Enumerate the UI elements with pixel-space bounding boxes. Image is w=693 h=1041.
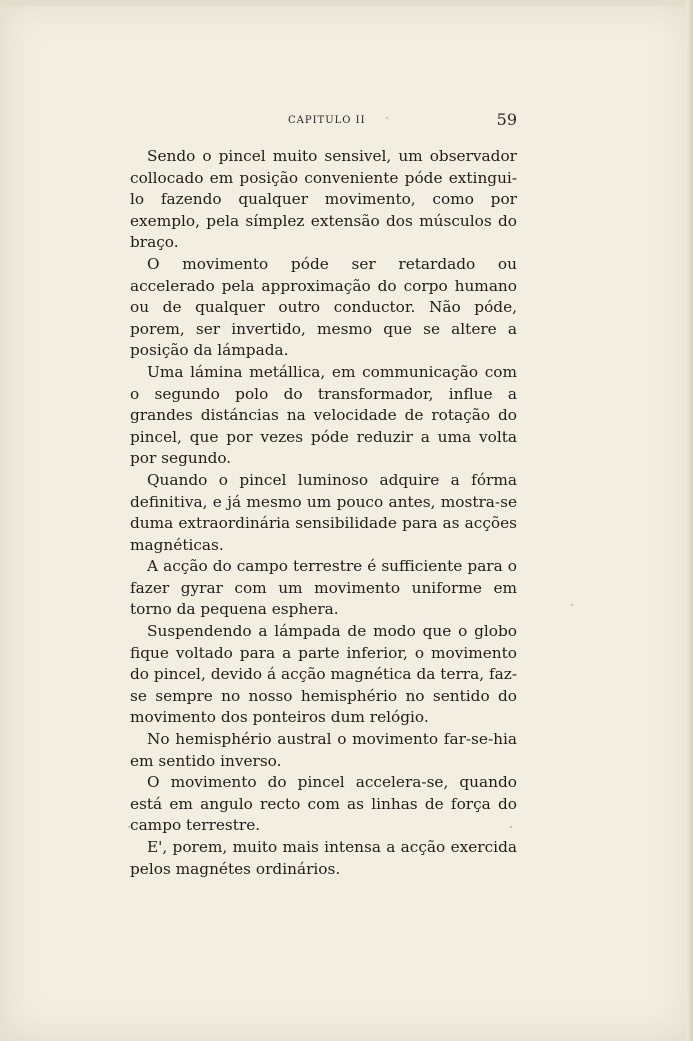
- paragraph-1: Sendo o pincel muito sensivel, um observador collocado em posição conveniente póde extingui-lo fazendo qualquer movimento, como por exemplo, pela símplez extensão dos músculos do braço.: [130, 147, 517, 252]
- paper-speck: [571, 604, 573, 606]
- paper-speck: [510, 826, 512, 828]
- page-top-edge: [0, 0, 693, 6]
- paragraph-7: No hemisphério austral o movimento far-se-hia em sentido inverso.: [130, 730, 517, 770]
- paper-speck: [386, 117, 388, 119]
- paragraph-3: Uma lámina metállica, em communicação com o segundo polo do transformador, influe a grandes distáncias na velocidade de rotação do pincel, que por vezes póde reduzir a uma volta por segundo.: [130, 362, 517, 468]
- page-number: 59: [496, 110, 517, 129]
- page-right-edge: [686, 0, 693, 1041]
- paragraph-2: O movimento póde ser retardado ou accelerado pela approximação do corpo humano ou de qualquer outro conductor. Não póde, porem, ser invertido, mesmo que se altere a posição da lámpada.: [130, 254, 517, 360]
- chapter-heading: CAPITULO II: [288, 115, 366, 126]
- paper-speck: [128, 826, 130, 828]
- paragraph-9: E', porem, muito mais intensa a acção exercida pelos magnétes ordinários.: [130, 838, 517, 878]
- running-head: [130, 110, 517, 131]
- paragraph-4: Quando o pincel luminoso adquire a fórma definitiva, e já mesmo um pouco antes, mostra-se duma extraordinária sensibilidade para as acções magnéticas.: [130, 470, 517, 554]
- paragraph-5: A acção do campo terrestre é sufficiente para o fazer gyrar com um movimento uniforme em torno da pequena esphera.: [130, 557, 517, 619]
- paragraph-8: O movimento do pincel accelera-se, quando está em angulo recto com as linhas de força do campo terrestre.: [130, 773, 517, 835]
- paragraph-6: Suspendendo a lámpada de modo que o globo fique voltado para a parte inferior, o movimento do pincel, devido á acção magnética da terra, faz-se sempre no nosso hemisphério no sentido do movimento dos ponteiros dum relógio.: [130, 622, 517, 727]
- body-text: [130, 146, 517, 880]
